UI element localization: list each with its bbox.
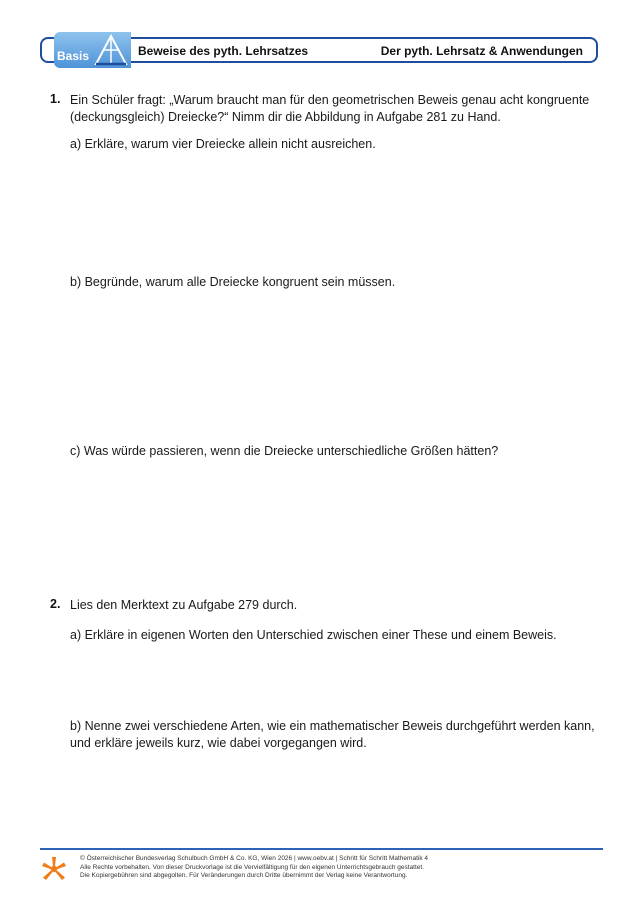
subtask-1b: b) Begründe, warum alle Dreiecke kongruent sein müssen. xyxy=(70,275,396,289)
subtask-2a: a) Erkläre in eigenen Worten den Unterschied zwischen einer These und einem Beweis. xyxy=(70,628,557,642)
task-number: 1. xyxy=(50,92,61,106)
footer-copyright xyxy=(80,855,600,881)
footer-line: © Österreichischer Bundesverlag Schulbuch GmbH & Co. KG, Wien 2026 | www.oebv.at | Schritt für Schritt Mathematik 4 xyxy=(80,855,428,862)
task-line: Lies den Merktext zu Aufgabe 279 durch. xyxy=(70,598,298,612)
task-line: Ein Schüler fragt: „Warum braucht man für den geometrischen Beweis genau acht kongruente xyxy=(70,93,590,107)
level-badge-label: Basis xyxy=(57,49,90,63)
subtask-line: und erkläre jeweils kurz, wie dabei vorgegangen wird. xyxy=(70,736,367,750)
chapter-title: Der pyth. Lehrsatz & Anwendungen xyxy=(380,44,583,58)
subtask-line: b) Nenne zwei verschiedene Arten, wie ein mathematischer Beweis durchgeführt werden kann, xyxy=(70,719,595,733)
subtask-2b xyxy=(70,718,610,752)
pyramid-icon xyxy=(94,34,128,66)
task-line: (deckungsgleich) Dreiecke?“ Nimm dir die Abbildung in Aufgabe 281 zu Hand. xyxy=(70,110,501,124)
footer-divider xyxy=(40,848,603,850)
task-number: 2. xyxy=(50,597,61,611)
subtask-1a: a) Erkläre, warum vier Dreiecke allein nicht ausreichen. xyxy=(70,137,376,151)
subtask-1c: c) Was würde passieren, wenn die Dreiecke unterschiedliche Größen hätten? xyxy=(70,444,499,458)
task-2-text xyxy=(70,597,600,614)
footer-line: Die Kopiergebühren sind abgegolten. Für Veränderungen durch Dritte übernimmt der Verlag keine Verantwortung. xyxy=(80,872,408,880)
task-1-text xyxy=(70,92,600,126)
level-badge xyxy=(54,32,131,68)
footer-line: Alle Rechte vorbehalten. Von dieser Druckvorlage ist die Vervielfältigung für den eigenen Unterrichtsgebrauch gestattet. xyxy=(80,863,424,871)
publisher-logo-icon xyxy=(40,855,68,883)
section-title: Beweise des pyth. Lehrsatzes xyxy=(138,44,309,58)
